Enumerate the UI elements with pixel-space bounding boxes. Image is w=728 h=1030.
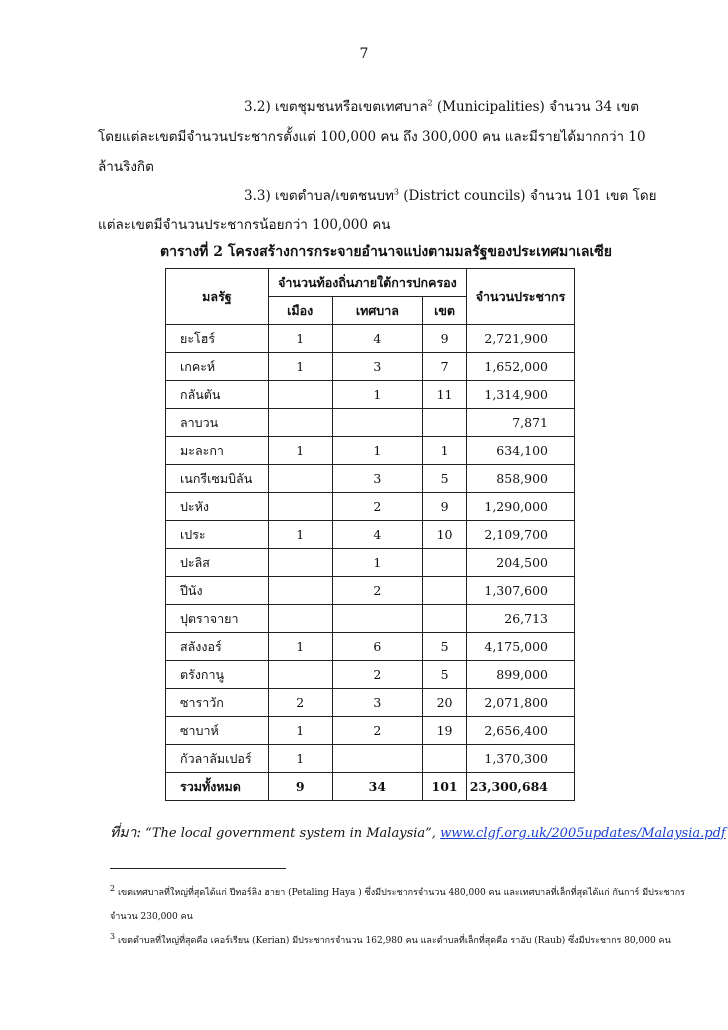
cell-district (423, 577, 467, 605)
cell-municipality: 3 (332, 465, 423, 493)
header-district: เขต (423, 297, 467, 325)
cell-city: 1 (268, 325, 332, 353)
cell-district: 5 (423, 633, 467, 661)
cell-city (268, 661, 332, 689)
cell-population: 1,307,600 (466, 577, 574, 605)
cell-district: 11 (423, 381, 467, 409)
cell-municipality: 6 (332, 633, 423, 661)
cell-state: ซาราวัก (166, 689, 269, 717)
cell-district: 20 (423, 689, 467, 717)
table-row (166, 381, 575, 409)
footnote-3-text: เขตตำบลที่ใหญ่ที่สุดคือ เคอร์เรียน (Kerian) มีประชากรจำนวน 162,980 คน และตำบลที่เล็กที่สุดคือ ราอับ (Raub) ซึ่งมีประชากร 80,000 คน (115, 936, 671, 946)
cell-municipality: 3 (332, 353, 423, 381)
cell-state: ปุตราจายา (166, 605, 269, 633)
table-row (166, 549, 575, 577)
cell-state: ตรังกานู (166, 661, 269, 689)
cell-population: 1,290,000 (466, 493, 574, 521)
cell-state: ปะหัง (166, 493, 269, 521)
cell-city: 2 (268, 689, 332, 717)
cell-city (268, 381, 332, 409)
table-row (166, 633, 575, 661)
cell-municipality: 3 (332, 689, 423, 717)
table-header-row (166, 269, 575, 297)
cell-city (268, 493, 332, 521)
cell-city: 1 (268, 633, 332, 661)
cell-city (268, 549, 332, 577)
footnote-3-mark: 3 (110, 932, 116, 941)
cell-city: 9 (268, 773, 332, 801)
cell-district: 5 (423, 465, 467, 493)
cell-district (423, 605, 467, 633)
table-row (166, 437, 575, 465)
cell-municipality: 1 (332, 437, 423, 465)
cell-district: 9 (423, 325, 467, 353)
cell-city: 1 (268, 437, 332, 465)
cell-population: 1,370,300 (466, 745, 574, 773)
table-row (166, 605, 575, 633)
table-row (166, 577, 575, 605)
cell-state: สลังงอร์ (166, 633, 269, 661)
source-label: ที่มา: (110, 825, 142, 841)
table-row (166, 325, 575, 353)
cell-city (268, 465, 332, 493)
cell-state: เนกรีเซมบิลัน (166, 465, 269, 493)
cell-state: เกคะห์ (166, 353, 269, 381)
decentralization-table (165, 268, 575, 801)
table-row (166, 353, 575, 381)
cell-municipality: 2 (332, 493, 423, 521)
cell-population: 1,652,000 (466, 353, 574, 381)
cell-district (423, 745, 467, 773)
table-row (166, 717, 575, 745)
cell-state: มะละกา (166, 437, 269, 465)
cell-district: 10 (423, 521, 467, 549)
cell-district: 19 (423, 717, 467, 745)
table-row (166, 689, 575, 717)
para-municipalities-line1 (244, 95, 639, 117)
cell-district: 9 (423, 493, 467, 521)
cell-district (423, 409, 467, 437)
cell-city: 1 (268, 353, 332, 381)
cell-population: 7,871 (466, 409, 574, 437)
cell-district: 101 (423, 773, 467, 801)
footnote-ref-2: 2 (427, 98, 433, 108)
table-row (166, 465, 575, 493)
table-row (166, 661, 575, 689)
para-district-text: 3.3) เขตตำบล/เขตชนบท (244, 188, 394, 204)
cell-state: ยะโฮร์ (166, 325, 269, 353)
cell-city: 1 (268, 717, 332, 745)
source-text: “The local government system in Malaysia”, (141, 826, 441, 841)
cell-population: 26,713 (466, 605, 574, 633)
cell-city (268, 409, 332, 437)
cell-state: กัวลาลัมเปอร์ (166, 745, 269, 773)
cell-state: ปีนัง (166, 577, 269, 605)
table-total-row (166, 773, 575, 801)
header-state: มลรัฐ (166, 269, 269, 325)
table-row (166, 409, 575, 437)
header-population: จำนวนประชากร (466, 269, 574, 325)
header-municipality: เทศบาล (332, 297, 423, 325)
cell-population: 23,300,684 (466, 773, 574, 801)
cell-population: 4,175,000 (466, 633, 574, 661)
cell-municipality: 2 (332, 577, 423, 605)
header-city: เมือง (268, 297, 332, 325)
cell-municipality: 4 (332, 325, 423, 353)
para-municipalities-line2: โดยแต่ละเขตมีจำนวนประชากรตั้งแต่ 100,000 คน ถึง 300,000 คน และมีรายได้มากกว่า 10 (98, 129, 646, 145)
table-row (166, 745, 575, 773)
cell-district (423, 549, 467, 577)
cell-city (268, 577, 332, 605)
cell-state: ลาบวน (166, 409, 269, 437)
footnote-2-line2: จำนวน 230,000 คน (110, 912, 193, 922)
cell-state: ซาบาห์ (166, 717, 269, 745)
table-row (166, 521, 575, 549)
footnote-2-line1 (110, 884, 685, 899)
cell-municipality: 2 (332, 661, 423, 689)
cell-state: กลันตัน (166, 381, 269, 409)
para-district-tail: (District councils) จำนวน 101 เขต โดย (398, 188, 657, 204)
cell-municipality (332, 409, 423, 437)
cell-state: เประ (166, 521, 269, 549)
cell-population: 634,100 (466, 437, 574, 465)
cell-municipality: 4 (332, 521, 423, 549)
cell-city: 1 (268, 745, 332, 773)
para-district-line2: แต่ละเขตมีจำนวนประชากรน้อยกว่า 100,000 คน (98, 217, 391, 233)
footnote-2-mark: 2 (110, 884, 116, 893)
cell-population: 899,000 (466, 661, 574, 689)
header-local-gov: จำนวนท้องถิ่นภายใต้การปกครอง (268, 269, 466, 297)
footnote-ref-3: 3 (393, 187, 399, 197)
cell-population: 2,109,700 (466, 521, 574, 549)
footnote-divider (110, 868, 286, 869)
cell-municipality: 1 (332, 381, 423, 409)
footnote-2-text: เขตเทศบาลที่ใหญ่ที่สุดได้แก่ ปีทอร์ลิง ฮายา (Petaling Haya ) ซึ่งมีประชากรจำนวน 480,000 คน และเทศบาลที่เล็กที่สุดได้แก่ กันการ์ มีประชากร (115, 888, 686, 898)
para-municipalities-text: 3.2) เขตชุมชนหรือเขตเทศบาล (244, 99, 428, 115)
cell-district: 1 (423, 437, 467, 465)
cell-population: 1,314,900 (466, 381, 574, 409)
cell-state: รวมทั้งหมด (166, 773, 269, 801)
para-district-line1 (244, 184, 657, 206)
table-row (166, 493, 575, 521)
page-number: 7 (359, 46, 369, 62)
source-link[interactable]: www.clgf.org.uk/2005updates/Malaysia.pdf (440, 826, 726, 841)
cell-population: 2,721,900 (466, 325, 574, 353)
cell-municipality (332, 605, 423, 633)
cell-district: 7 (423, 353, 467, 381)
cell-municipality (332, 745, 423, 773)
para-municipalities-line3: ล้านริงกิต (98, 159, 154, 175)
cell-municipality: 1 (332, 549, 423, 577)
para-municipalities-tail: (Municipalities) จำนวน 34 เขต (432, 99, 639, 115)
cell-municipality: 2 (332, 717, 423, 745)
cell-district: 5 (423, 661, 467, 689)
cell-city (268, 605, 332, 633)
cell-city: 1 (268, 521, 332, 549)
cell-state: ปะลิส (166, 549, 269, 577)
cell-municipality: 34 (332, 773, 423, 801)
cell-population: 858,900 (466, 465, 574, 493)
cell-population: 2,656,400 (466, 717, 574, 745)
source-citation (110, 822, 726, 844)
table-title: ตารางที่ 2 โครงสร้างการกระจายอำนาจแบ่งตามมลรัฐของประเทศมาเลเซีย (160, 244, 612, 260)
cell-population: 2,071,800 (466, 689, 574, 717)
footnote-3-line1 (110, 932, 671, 947)
cell-population: 204,500 (466, 549, 574, 577)
